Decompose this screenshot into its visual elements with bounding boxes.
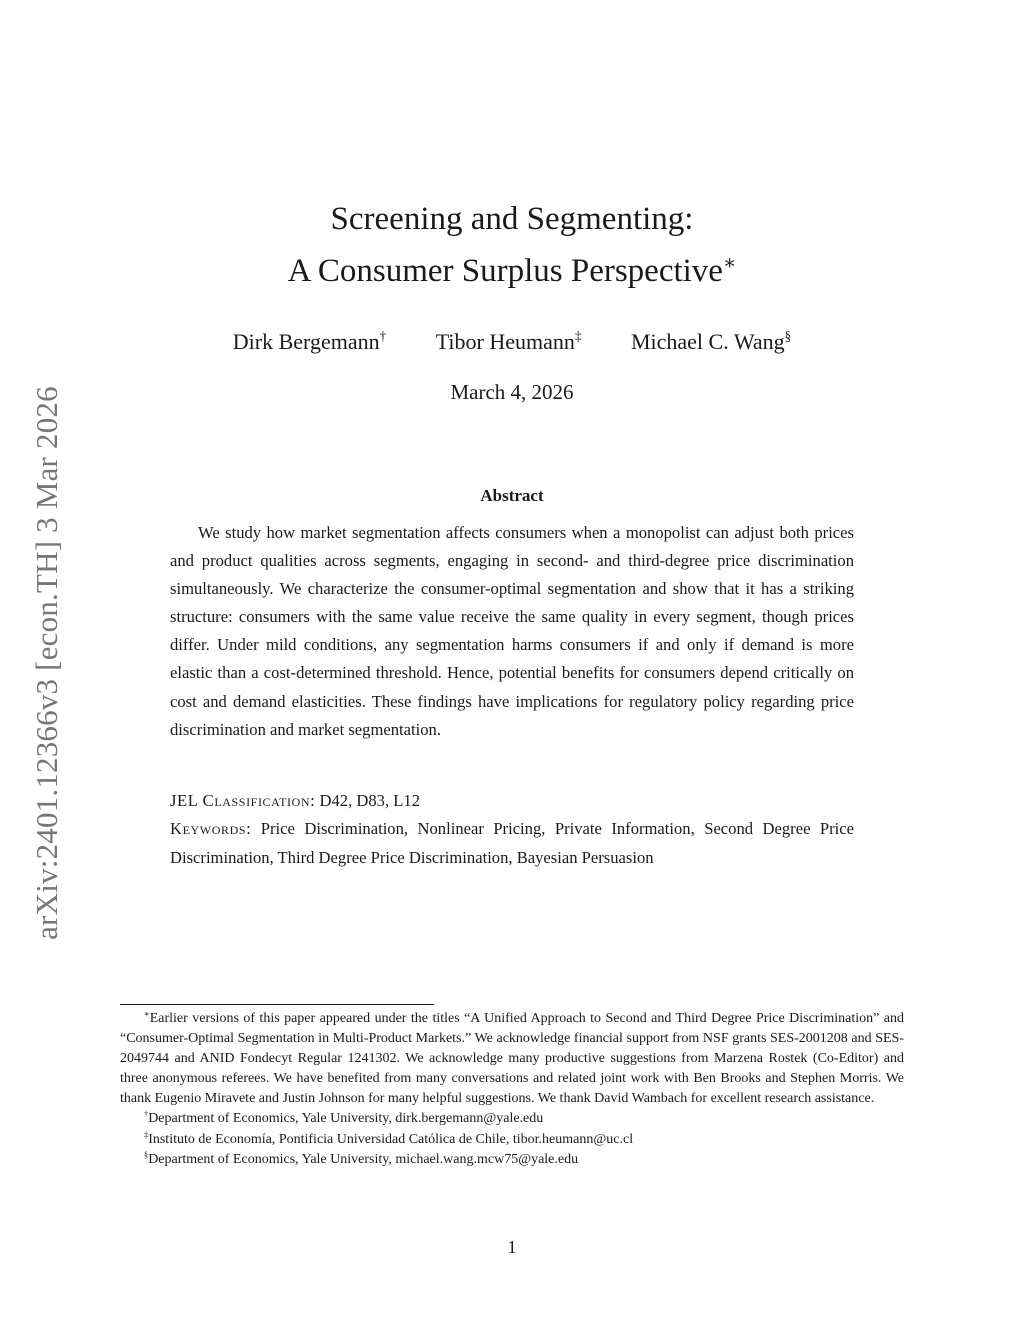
footnote-acknowledgements <box>120 1009 904 1109</box>
paper-date: March 4, 2026 <box>450 380 574 404</box>
footnote-text: Instituto de Economía, Pontificia Universidad Católica de Chile, tibor.heumann@uc.cl <box>148 1131 634 1147</box>
author-bergemann <box>233 329 386 355</box>
abstract-heading: Abstract <box>480 486 544 505</box>
footnotes <box>120 1009 904 1170</box>
author-wang <box>631 329 791 355</box>
footnote-mark: ‡ <box>144 1129 149 1139</box>
author-name: Tibor Heumann <box>435 329 575 354</box>
arxiv-identifier: arXiv:2401.12366v3 [econ.TH] 3 Mar 2026 <box>29 386 64 940</box>
jel-label: JEL Classification: <box>170 791 316 810</box>
author-heumann <box>436 329 582 355</box>
footnote-mark: § <box>144 1150 149 1159</box>
title-footnote-mark: ∗ <box>722 252 737 274</box>
paper-title-line-1: Screening and Segmenting: <box>330 201 694 237</box>
footnote-wang-affiliation <box>120 1150 904 1170</box>
footnote-divider <box>120 1004 434 1005</box>
author-list <box>0 329 1024 355</box>
footnote-mark: ∗ <box>144 1009 150 1019</box>
author-footnote-mark: ‡ <box>574 328 582 344</box>
footnote-text: Department of Economics, Yale University, dirk.bergemann@yale.edu <box>148 1111 544 1127</box>
jel-classification <box>170 787 854 816</box>
footnote-text: Department of Economics, Yale University, michael.wang.mcw75@yale.edu <box>148 1151 579 1167</box>
footnote-heumann-affiliation <box>120 1130 904 1150</box>
abstract-body: We study how market segmentation affects consumers when a monopolist can adjust both prices and product qualities across segments, engaging in second- and third-degree price discrimination simultaneously. We characterize the consumer-optimal segmentation and show that it has a striking structure: consumers with the same value receive the same quality in every segment, though prices differ. Under mild conditions, any segmentation harms consumers if and only if demand is more elastic than a cost-determined threshold. Hence, potential benefits for consumers depend critically on cost and demand elasticities. These findings have implications for regulatory policy regarding price discrimination and market segmentation. <box>170 523 854 739</box>
page-number: 1 <box>507 1237 517 1257</box>
author-name: Dirk Bergemann <box>232 329 380 354</box>
footnote-bergemann-affiliation <box>120 1109 904 1129</box>
keywords-value: Price Discrimination, Nonlinear Pricing, Private Information, Second Degree Price Discrimination, Third Degree Price Discrimination, Bayesian Persuasion <box>170 819 854 867</box>
keywords-label: Keywords: <box>170 819 252 838</box>
footnote-mark: † <box>144 1109 149 1119</box>
footnote-text: Earlier versions of this paper appeared under the titles “A Unified Approach to Second and Third Degree Price Discrimination” and “Consumer-Optimal Segmentation in Multi-Product Markets.” We acknowledge financial support from NSF grants SES-2001208 and SES-2049744 and ANID Fondecyt Regular 1241302. We acknowledge many productive suggestions from Marzena Rostek (Co-Editor) and three anonymous referees. We have benefited from many conversations and related joint work with Ben Brooks and Stephen Morris. We thank Eugenio Miravete and Justin Johnson for many helpful suggestions. We thank David Wambach for excellent research assistance. <box>120 1011 904 1107</box>
author-footnote-mark: § <box>784 328 792 344</box>
author-footnote-mark: † <box>379 328 387 344</box>
author-name: Michael C. Wang <box>630 329 785 354</box>
paper-title-line-2 <box>0 252 1024 289</box>
jel-value: D42, D83, L12 <box>319 791 420 810</box>
keywords <box>170 815 854 872</box>
paper-title-line-2-text: A Consumer Surplus Perspective <box>287 253 723 289</box>
